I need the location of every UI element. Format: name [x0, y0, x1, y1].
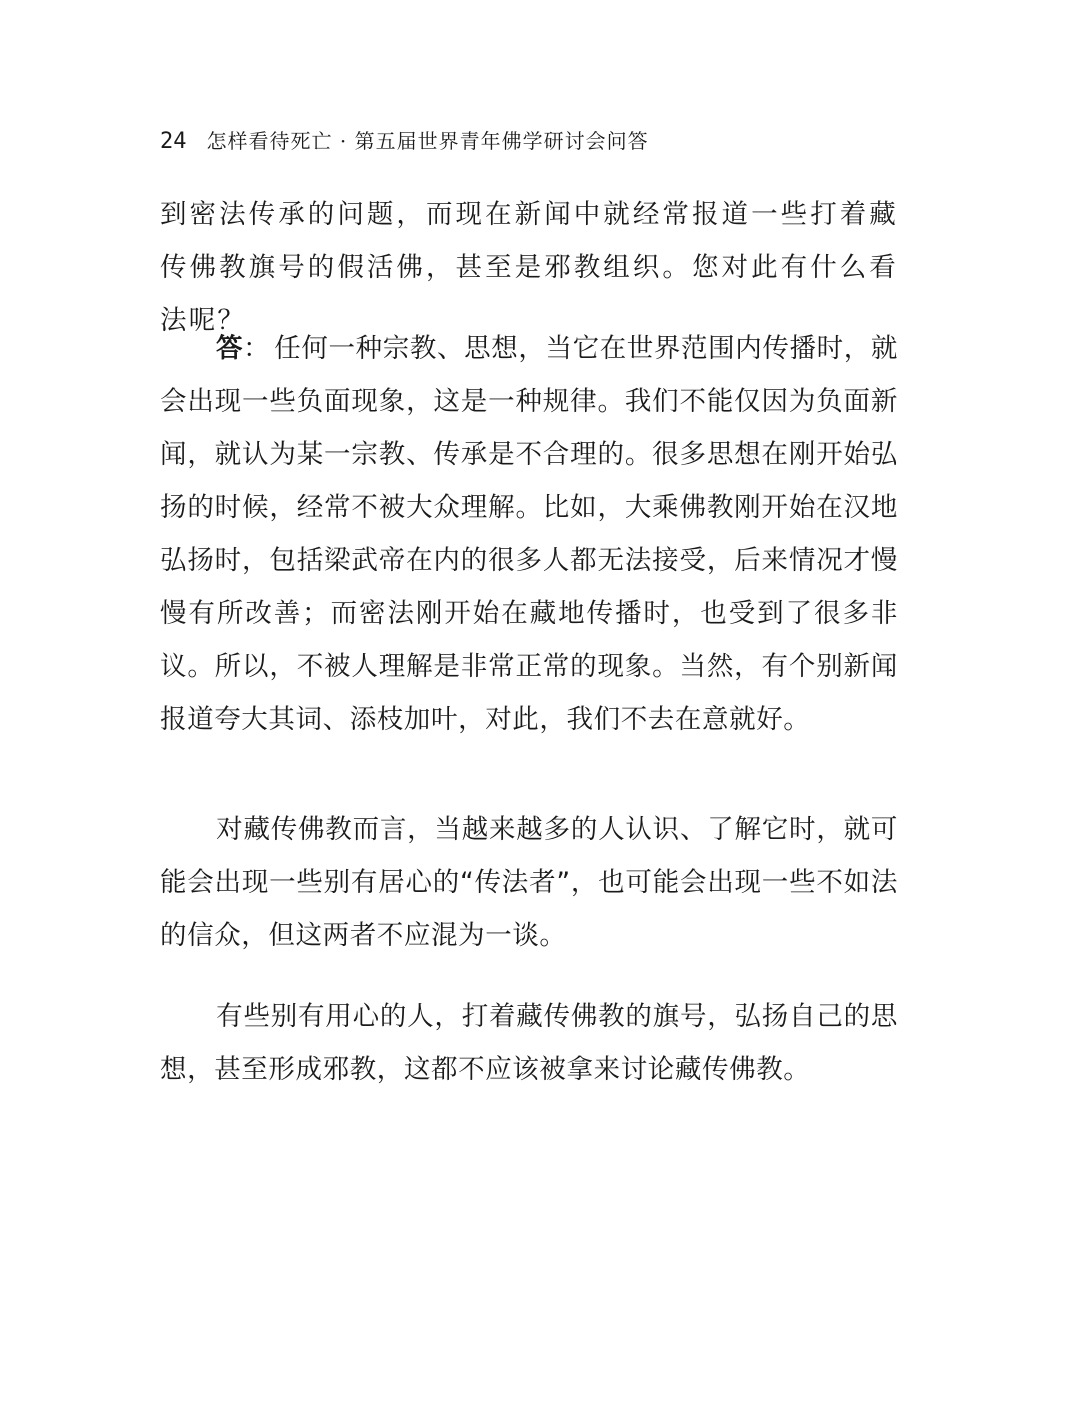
answer-label: 答 [216, 333, 244, 364]
question-paragraph: 到密法传承的问题，而现在新闻中就经常报道一些打着藏传佛教旗号的假活佛，甚至是邪教组织。您对此有什么看法呢？ [160, 199, 898, 336]
answer-text: 任何一种宗教、思想，当它在世界范围内传播时，就会出现一些负面现象，这是一种规律。我们不能仅因为负面新闻，就认为某一宗教、传承是不合理的。很多思想在刚开始弘扬的时候，经常不被大众理解。比如，大乘佛教刚开始在汉地弘扬时，包括梁武帝在内的很多人都无法接受，后来情况才慢慢有所改善；而密法刚开始在藏地传播时，也受到了很多非议。所以，不被人理解是非常正常的现象。当然，有个别新闻报道夸大其词、添枝加叶，对此，我们不去在意就好。 [160, 333, 898, 735]
body-paragraph [160, 990, 898, 1096]
paragraph-text: 对藏传佛教而言，当越来越多的人认识、了解它时，就可能会出现一些别有居心的“传法者”，也可能会出现一些不如法的信众，但这两者不应混为一谈。 [160, 814, 898, 951]
body-paragraph [160, 803, 898, 962]
paragraph-text: 有些别有用心的人，打着藏传佛教的旗号，弘扬自己的思想，甚至形成邪教，这都不应该被拿来讨论藏传佛教。 [160, 1001, 898, 1085]
running-header [160, 124, 920, 158]
answer-paragraph [160, 322, 898, 746]
page-number: 24 [160, 129, 187, 154]
header-title: 怎样看待死亡 · 第五届世界青年佛学研讨会问答 [206, 129, 649, 153]
answer-colon: ： [243, 333, 271, 364]
